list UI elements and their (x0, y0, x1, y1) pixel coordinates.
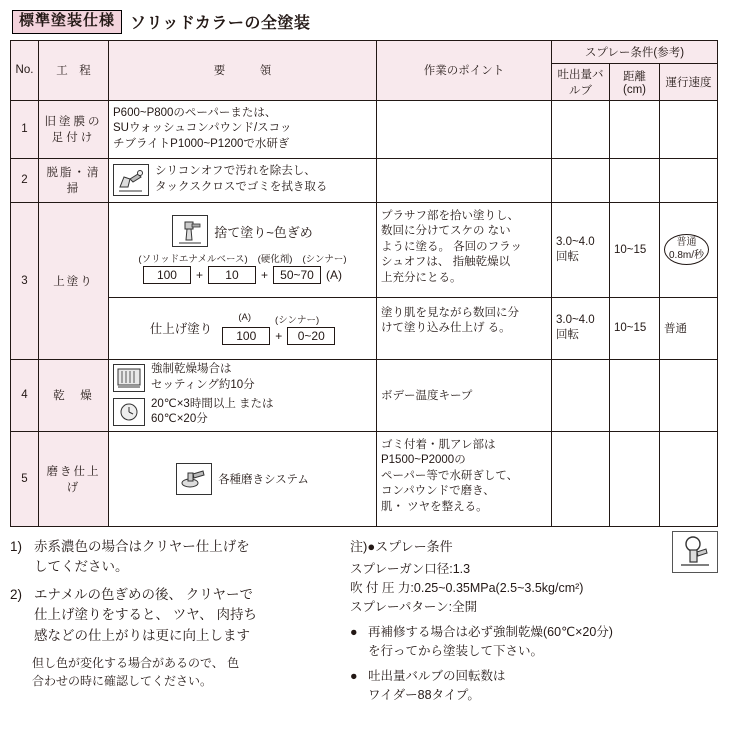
formula-label-base: (ソリッドエナメルベース) (138, 254, 248, 265)
note-2-sub-l2: 合わせの時に確認してください。 (32, 673, 213, 688)
spray-gun-icon (672, 531, 718, 573)
document-header (12, 10, 720, 34)
note-item-1 (10, 537, 340, 578)
row-point-1 (376, 100, 551, 158)
row-process-1 (39, 100, 109, 158)
row-distance-3b: 10~15 (609, 297, 659, 359)
point-3a-l1: プラサフ部を拾い塗りし、 (380, 209, 519, 222)
row-valve-2 (551, 158, 609, 202)
formula-value-base: 100 (143, 266, 191, 284)
formula-value-thinner-2: 0~20 (287, 327, 335, 345)
header-method: 要 領 (109, 40, 377, 100)
speed-note-oval (664, 234, 709, 265)
point-3a-l4: シュオフは、 指触乾燥以 (380, 256, 511, 269)
oven-icon (113, 364, 145, 392)
row-point-3b (376, 297, 551, 359)
row-process-1-l2: 足付け (51, 132, 96, 144)
formula-value-a: 100 (222, 327, 270, 345)
formula-result-label: (A) (326, 268, 342, 282)
paint-spec-table (10, 40, 718, 527)
table-row (11, 100, 718, 158)
formula-value-hardener: 10 (208, 266, 256, 284)
clock-icon (113, 398, 145, 426)
notes-left (10, 537, 340, 706)
row-process-5: 磨き仕上げ (39, 431, 109, 526)
formula-value-thinner: 50~70 (273, 266, 321, 284)
row-point-5 (376, 431, 551, 526)
row-distance-5 (609, 431, 659, 526)
bullet-2-l1: 吐出量バルブの回転数は (368, 668, 506, 683)
spray-nozzle-line: スプレーガン口径:1.3 (350, 561, 471, 576)
header-spray-group: スプレー条件(参考) (551, 40, 717, 63)
speed-3a-l1: 普通 (676, 237, 697, 248)
formula-label-a: (A) (238, 311, 252, 323)
sub-title-2: 仕上げ塗り (149, 322, 213, 336)
speed-3a-l2: 0.8m/秒 (668, 249, 704, 261)
row-method-4 (109, 359, 377, 431)
valve-3a-l2: 回転 (555, 250, 579, 263)
formula-labels-1 (113, 251, 372, 265)
row-speed-3a (659, 202, 717, 297)
bullet-2-l2: ワイダー88タイプ。 (368, 687, 480, 702)
formula-op-3: + (275, 328, 283, 343)
spray-gun-icon (172, 215, 208, 247)
formula-label-hardener: (硬化剤) (257, 254, 293, 265)
valve-3b-l2: 回転 (555, 329, 579, 341)
row-process-1-l1: 旧塗膜の (44, 116, 103, 128)
row-speed-4 (659, 359, 717, 431)
point-3a-l3: ように塗る。 各回のフラッ (380, 240, 522, 253)
spray-bullet-2 (350, 667, 720, 706)
spray-pressure-line: 吹 付 圧 力:0.25~0.35MPa(2.5~3.5kg/cm²) (350, 581, 584, 596)
spray-conditions-title: 注)●スプレー条件 (350, 538, 453, 554)
row-no-5: 5 (11, 431, 39, 526)
method-4b-l2: 60℃×20分 (151, 413, 208, 426)
sub-title-1: 捨て塗り~色ぎめ (214, 224, 313, 240)
row-process-4: 乾 燥 (39, 359, 109, 431)
row-method-3b (109, 297, 377, 359)
formula-2 (222, 327, 335, 345)
header-point: 作業のポイント (376, 40, 551, 100)
table-row (11, 431, 718, 526)
table-row (11, 297, 718, 359)
row-distance-2 (609, 158, 659, 202)
polisher-icon (176, 463, 212, 495)
method-5-text: 各種磨きシステム (218, 473, 309, 486)
valve-3b-l1: 3.0~4.0 (555, 314, 595, 326)
footer-notes (10, 537, 720, 706)
row-no-4: 4 (11, 359, 39, 431)
spray-bullet-1 (350, 623, 720, 662)
point-3a-l2: 数回に分けてスケの ない (380, 225, 511, 238)
point-5-l3: ペーパー等で水研ぎして、 (380, 469, 519, 482)
row-method-1-l1: P600~P800のペーパーまたは、 (113, 106, 277, 119)
table-row (11, 158, 718, 202)
bullet-2-mark: ● (350, 668, 358, 683)
header-distance: 距離(cm) (609, 63, 659, 100)
note-2-l1: エナメルの色ぎめの後、 クリヤーで (34, 587, 253, 602)
valve-3a-l1: 3.0~4.0 (555, 235, 595, 248)
row-valve-5 (551, 431, 609, 526)
note-2-mark: 2) (10, 587, 23, 602)
point-3b-l2: けて塗り込み仕上げ る。 (380, 322, 511, 335)
table-row (11, 202, 718, 297)
notes-right (350, 537, 720, 706)
row-no-3: 3 (11, 202, 39, 359)
point-3b-l1: 塗り肌を見ながら数回に分 (380, 306, 519, 319)
method-4a-l2: セッティング約10分 (151, 378, 255, 391)
point-5-l1: ゴミ付着・肌アレ部は (380, 438, 496, 451)
row-method-5 (109, 431, 377, 526)
row-point-2 (376, 158, 551, 202)
note-1-l2: してください。 (34, 558, 129, 574)
row-process-2: 脱脂・清掃 (39, 158, 109, 202)
row-point-4: ボデー温度キープ (376, 359, 551, 431)
note-2-sub (32, 654, 340, 690)
formula-label-thinner: (シンナー) (302, 254, 347, 265)
row-method-2-l2: タックスクロスでゴミを拭き取る (155, 181, 328, 193)
formula-labels-2 (222, 312, 335, 326)
row-method-3a (109, 202, 377, 297)
row-point-3a (376, 202, 551, 297)
page-title: ソリッドカラーの全塗装 (130, 15, 311, 33)
row-no-2: 2 (11, 158, 39, 202)
row-distance-4 (609, 359, 659, 431)
spray-can-icon (113, 164, 149, 196)
point-5-l4: コンパウンドで磨き、 (380, 485, 495, 498)
row-distance-3a: 10~15 (609, 202, 659, 297)
row-distance-1 (609, 100, 659, 158)
row-valve-1 (551, 100, 609, 158)
row-method-1 (109, 100, 377, 158)
bullet-1-mark: ● (350, 624, 358, 639)
row-no-1: 1 (11, 100, 39, 158)
spray-pattern-line: スプレーパターン:全開 (350, 600, 478, 615)
formula-label-thinner-2: (シンナー) (275, 314, 320, 326)
row-process-3: 上塗り (39, 202, 109, 359)
row-method-1-l3: チブライトP1000~P1200で水研ぎ (113, 137, 290, 150)
bullet-1-l2: を行ってから塗装して下さい。 (368, 644, 544, 659)
row-method-2 (109, 158, 377, 202)
table-row (11, 359, 718, 431)
row-method-1-l2: SUウォッシュコンパウンド/スコッ (113, 122, 292, 135)
formula-op-2: + (260, 268, 268, 282)
row-speed-2 (659, 158, 717, 202)
header-process: 工 程 (39, 40, 109, 100)
row-valve-3b (551, 297, 609, 359)
note-2-l3: 感などの仕上がりは更に向上します (34, 627, 250, 643)
header-speed: 運行速度 (659, 63, 717, 100)
method-4b-l1: 20℃×3時間以上 または (151, 397, 274, 410)
row-method-2-l1: シリコンオフで汚れを除去し、 (155, 165, 316, 178)
note-2-l2: 仕上げ塗りをすると、 ツヤ、 肉持ち (34, 607, 257, 623)
row-speed-1 (659, 100, 717, 158)
table-header-row-1 (11, 40, 718, 63)
note-1-l1: 赤系濃色の場合はクリヤー仕上げを (34, 538, 250, 554)
formula-1 (113, 266, 372, 284)
spec-badge: 標準塗装仕様 (12, 10, 122, 34)
header-valve: 吐出量バルブ (551, 63, 609, 100)
note-item-2 (10, 585, 340, 646)
method-4a-l1: 強制乾燥場合は (151, 363, 232, 376)
point-5-l5: 肌・ ツヤを整える。 (380, 500, 488, 513)
note-2-sub-l1: 但し色が変化する場合があるので、 色 (32, 655, 240, 670)
row-speed-5 (659, 431, 717, 526)
formula-op-1: + (195, 268, 203, 282)
bullet-1-l1: 再補修する場合は必ず強制乾燥(60℃×20分) (368, 624, 613, 639)
header-no: No. (11, 40, 39, 100)
row-speed-3b: 普通 (659, 297, 717, 359)
row-valve-4 (551, 359, 609, 431)
point-3a-l5: 上充分にとる。 (380, 271, 462, 284)
note-1-mark: 1) (10, 538, 23, 554)
row-valve-3a (551, 202, 609, 297)
point-5-l2: P1500~P2000の (380, 454, 466, 467)
